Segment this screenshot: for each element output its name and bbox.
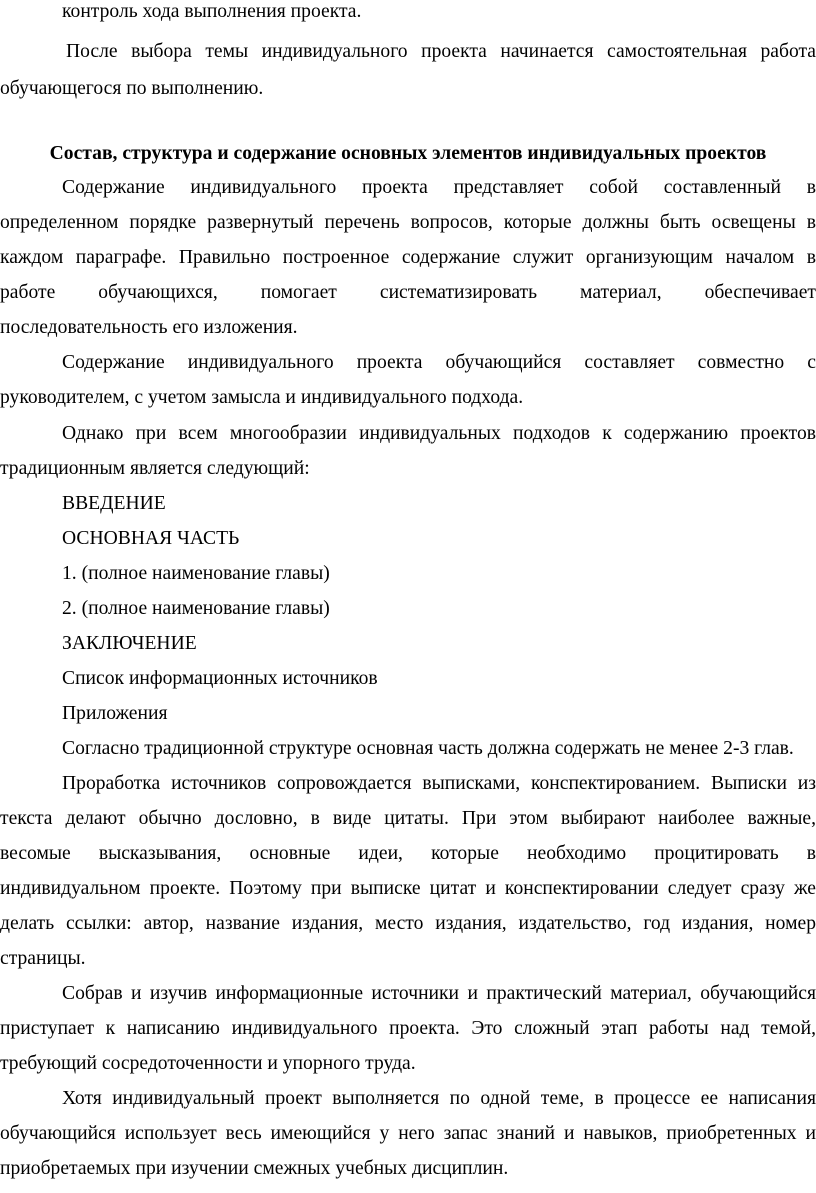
text-line: определенном порядке развернутый перечень вопросов, которые должны быть освещены в bbox=[0, 212, 816, 233]
text-line: требующий сосредоточенности и упорного труда. bbox=[0, 1053, 416, 1074]
text-line: индивидуальном проекте. Поэтому при выписке цитат и конспектировании следует сразу же bbox=[0, 878, 816, 899]
text-line: делать ссылки: автор, название издания, место издания, издательство, год издания, номер bbox=[0, 913, 816, 934]
outline-item-chapter-2: 2. (полное наименование главы) bbox=[62, 598, 330, 619]
text-line: Однако при всем многообразии индивидуальных подходов к содержанию проектов bbox=[62, 423, 816, 444]
text-line: Согласно традиционной структуре основная часть должна содержать не менее 2-3 глав. bbox=[62, 738, 794, 759]
text-line: После выбора темы индивидуального проекта начинается самостоятельная работа bbox=[66, 41, 816, 62]
text-line: обучающегося по выполнению. bbox=[0, 78, 264, 99]
text-line: руководителем, с учетом замысла и индивидуального подхода. bbox=[0, 387, 524, 408]
text-line: Содержание индивидуального проекта представляет собой составленный в bbox=[62, 177, 816, 198]
text-line: Собрав и изучив информационные источники и практический материал, обучающийся bbox=[62, 983, 816, 1004]
outline-item-appendices: Приложения bbox=[62, 703, 168, 724]
section-heading: Состав, структура и содержание основных элементов индивидуальных проектов bbox=[49, 143, 767, 164]
outline-item-chapter-1: 1. (полное наименование главы) bbox=[62, 563, 330, 584]
text-line: контроль хода выполнения проекта. bbox=[62, 1, 362, 22]
outline-item-main-part: ОСНОВНАЯ ЧАСТЬ bbox=[62, 528, 240, 549]
text-line: последовательность его изложения. bbox=[0, 317, 298, 338]
text-line: приступает к написанию индивидуального проекта. Это сложный этап работы над темой, bbox=[0, 1018, 816, 1039]
text-line: страницы. bbox=[0, 948, 86, 969]
text-line: приобретаемых при изучении смежных учебных дисциплин. bbox=[0, 1158, 509, 1179]
text-line: Содержание индивидуального проекта обучающийся составляет совместно с bbox=[62, 352, 816, 373]
text-line: весомые высказывания, основные идеи, которые необходимо процитировать в bbox=[0, 843, 816, 864]
text-line: Проработка источников сопровождается выписками, конспектированием. Выписки из bbox=[62, 773, 816, 794]
text-line: обучающийся использует весь имеющийся у него запас знаний и навыков, приобретенных и bbox=[0, 1123, 816, 1144]
text-line: традиционным является следующий: bbox=[0, 458, 310, 479]
outline-item-introduction: ВВЕДЕНИЕ bbox=[62, 493, 166, 514]
text-line: каждом параграфе. Правильно построенное содержание служит организующим началом в bbox=[0, 247, 816, 268]
text-line: Хотя индивидуальный проект выполняется по одной теме, в процессе ее написания bbox=[62, 1088, 816, 1109]
outline-item-conclusion: ЗАКЛЮЧЕНИЕ bbox=[62, 633, 197, 654]
outline-item-sources: Список информационных источников bbox=[62, 668, 378, 689]
text-line: работе обучающихся, помогает систематизировать материал, обеспечивает bbox=[0, 282, 816, 303]
text-line: текста делают обычно дословно, в виде цитаты. При этом выбирают наиболее важные, bbox=[0, 808, 816, 829]
